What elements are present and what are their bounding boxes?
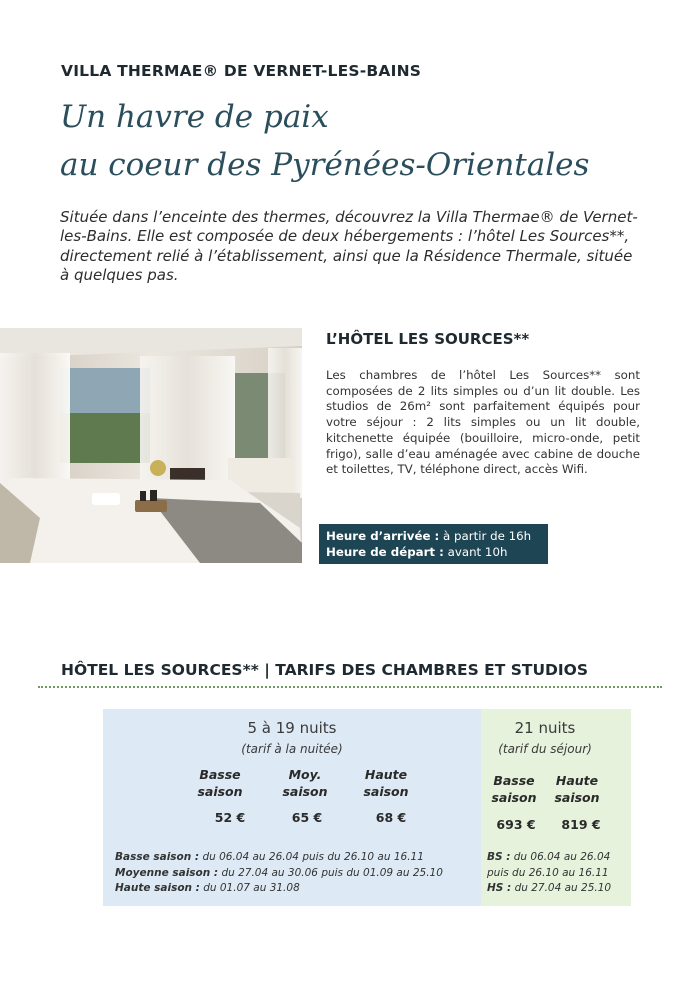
arrival-row bbox=[326, 528, 548, 544]
long-season-dates-notes bbox=[487, 850, 629, 897]
departure-value: avant 10h bbox=[447, 545, 508, 559]
short-stay-heading: 5 à 19 nuits bbox=[247, 719, 337, 737]
arrival-value: à partir de 16h bbox=[443, 529, 532, 543]
long-season-label-haute: Haute saison bbox=[554, 773, 600, 805]
note-row: HS : du 27.04 au 25.10 bbox=[487, 882, 612, 894]
long-stay-rates-panel bbox=[481, 709, 631, 906]
season-label-basse: Basse saison bbox=[197, 767, 243, 799]
note-row: Haute saison : du 01.07 au 31.08 bbox=[115, 882, 300, 894]
hotel-description: Les chambres de l’hôtel Les Sources** sont composées de 2 lits simples ou d’un lit double. Les studios de 26m² sont parfaitement équipés pour votre séjour : 2 lits simples ou un lit double, kitchenette équipée (bouilloire, micro-onde, petit frigo), salle d’eau aménagée avec cabine de douche et toilettes, TV, téléphone direct, accès Wifi. bbox=[326, 368, 640, 477]
rates-section-title: HÔTEL LES SOURCES** | TARIFS DES CHAMBRES ET STUDIOS bbox=[61, 661, 589, 679]
hotel-section-title: L’HÔTEL LES SOURCES** bbox=[326, 330, 530, 348]
checkin-hours-box bbox=[319, 524, 548, 564]
intro-paragraph: Située dans l’enceinte des thermes, découvrez la Villa Thermae® de Vernet-les-Bains. Elle est composée de deux hébergements : l’hôtel Les Sources**, directement relié à l’établissement, ainsi que la Résidence Thermale, située à quelques pas. bbox=[60, 208, 638, 285]
long-stay-heading: 21 nuits bbox=[514, 719, 576, 737]
long-season-label-basse: Basse saison bbox=[491, 773, 537, 805]
short-stay-rates-panel bbox=[103, 709, 481, 906]
season-label-moyenne: Moy. saison bbox=[282, 767, 328, 799]
page-kicker: VILLA THERMAE® DE VERNET-LES-BAINS bbox=[61, 62, 422, 80]
price-haute-saison: 68 € bbox=[375, 810, 407, 825]
title-line-1: Un havre de paix bbox=[60, 99, 329, 135]
price-basse-saison: 52 € bbox=[214, 810, 246, 825]
season-dates-notes bbox=[115, 850, 475, 897]
season-label-haute: Haute saison bbox=[363, 767, 409, 799]
long-price-haute-saison: 819 € bbox=[561, 817, 601, 832]
page-title bbox=[60, 93, 589, 189]
arrival-label: Heure d’arrivée : bbox=[326, 529, 440, 543]
title-line-2: au coeur des Pyrénées-Orientales bbox=[60, 147, 590, 183]
hotel-room-photo bbox=[0, 328, 302, 563]
dotted-divider bbox=[38, 686, 662, 688]
short-stay-note: (tarif à la nuitée) bbox=[241, 742, 343, 756]
price-moyenne-saison: 65 € bbox=[291, 810, 323, 825]
note-row: Basse saison : du 06.04 au 26.04 puis du 26.10 au 16.11 bbox=[115, 851, 424, 863]
note-row: Moyenne saison : du 27.04 au 30.06 puis du 01.09 au 25.10 bbox=[115, 866, 443, 879]
long-price-basse-saison: 693 € bbox=[496, 817, 536, 832]
departure-label: Heure de départ : bbox=[326, 545, 444, 559]
departure-row bbox=[326, 544, 548, 560]
note-row: puis du 26.10 au 16.11 bbox=[487, 866, 609, 879]
long-stay-note: (tarif du séjour) bbox=[498, 742, 592, 756]
note-row: BS : du 06.04 au 26.04 bbox=[487, 851, 611, 863]
